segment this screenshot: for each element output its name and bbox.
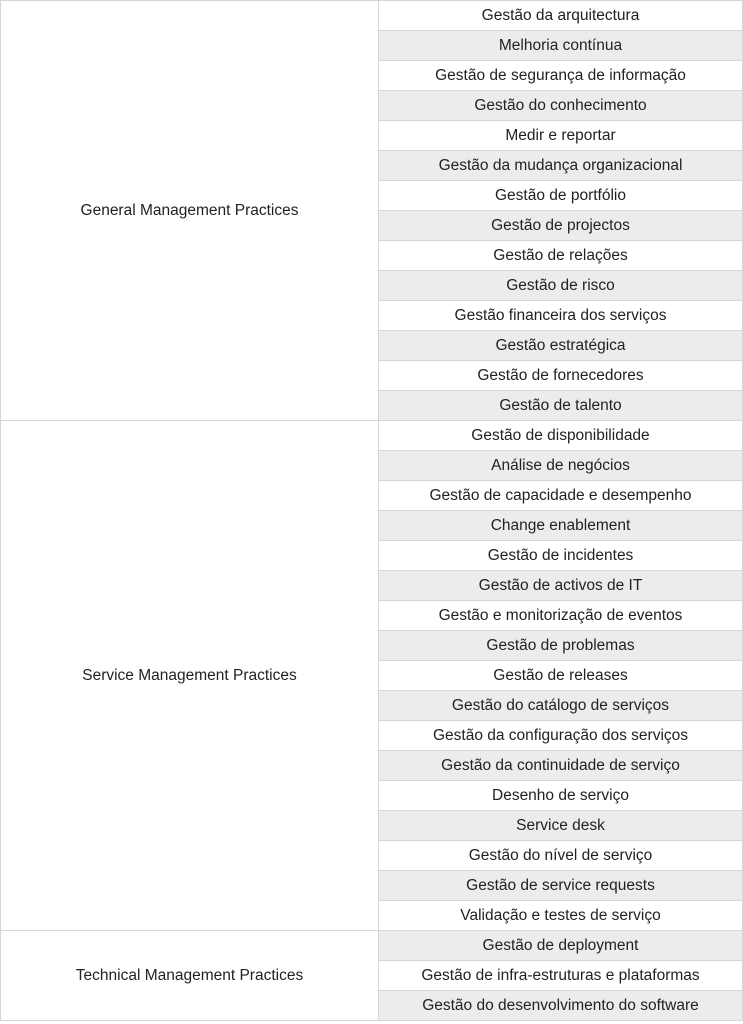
- category-cell: Technical Management Practices: [1, 931, 379, 1021]
- practice-cell: Gestão de deployment: [379, 931, 743, 961]
- practice-cell: Gestão de activos de IT: [379, 571, 743, 601]
- practice-cell: Gestão de disponibilidade: [379, 421, 743, 451]
- practice-cell: Desenho de serviço: [379, 781, 743, 811]
- practice-cell: Gestão de incidentes: [379, 541, 743, 571]
- practice-cell: Gestão do desenvolvimento do software: [379, 991, 743, 1021]
- practice-cell: Gestão do nível de serviço: [379, 841, 743, 871]
- practice-cell: Gestão do conhecimento: [379, 91, 743, 121]
- practice-cell: Gestão de projectos: [379, 211, 743, 241]
- practice-cell: Gestão de service requests: [379, 871, 743, 901]
- practice-cell: Gestão de segurança de informação: [379, 61, 743, 91]
- practice-cell: Gestão da configuração dos serviços: [379, 721, 743, 751]
- practice-cell: Melhoria contínua: [379, 31, 743, 61]
- table-row: [1, 1, 743, 31]
- practice-cell: Gestão de talento: [379, 391, 743, 421]
- category-cell: General Management Practices: [1, 1, 379, 421]
- practice-cell: Validação e testes de serviço: [379, 901, 743, 931]
- practice-cell: Gestão da continuidade de serviço: [379, 751, 743, 781]
- practice-cell: Gestão de capacidade e desempenho: [379, 481, 743, 511]
- practice-cell: Change enablement: [379, 511, 743, 541]
- category-cell: Service Management Practices: [1, 421, 379, 931]
- practice-cell: Gestão financeira dos serviços: [379, 301, 743, 331]
- practice-cell: Medir e reportar: [379, 121, 743, 151]
- practice-cell: Análise de negócios: [379, 451, 743, 481]
- practices-table-body: [1, 1, 743, 1021]
- practice-cell: Gestão de fornecedores: [379, 361, 743, 391]
- practice-cell: Gestão da arquitectura: [379, 1, 743, 31]
- practice-cell: Gestão de portfólio: [379, 181, 743, 211]
- practice-cell: Gestão de relações: [379, 241, 743, 271]
- practice-cell: Gestão de infra-estruturas e plataformas: [379, 961, 743, 991]
- practice-cell: Gestão de releases: [379, 661, 743, 691]
- practice-cell: Gestão da mudança organizacional: [379, 151, 743, 181]
- table-row: [1, 931, 743, 961]
- practice-cell: Gestão e monitorização de eventos: [379, 601, 743, 631]
- table-row: [1, 421, 743, 451]
- practice-cell: Gestão estratégica: [379, 331, 743, 361]
- practice-cell: Gestão do catálogo de serviços: [379, 691, 743, 721]
- practice-cell: Service desk: [379, 811, 743, 841]
- practice-cell: Gestão de risco: [379, 271, 743, 301]
- practice-cell: Gestão de problemas: [379, 631, 743, 661]
